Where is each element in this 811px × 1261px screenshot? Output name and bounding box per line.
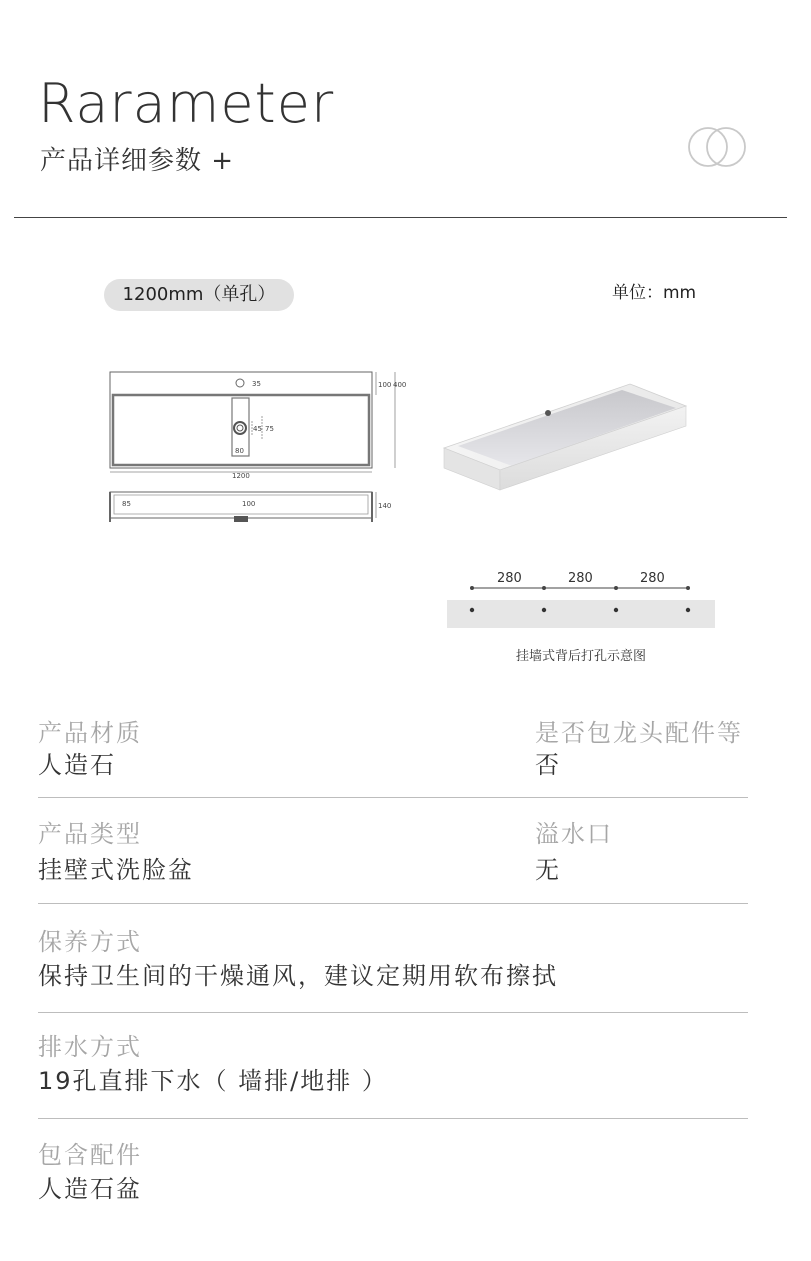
spec-divider xyxy=(38,1012,748,1013)
dim-85-label: 85 xyxy=(122,500,131,508)
dim-400-label: 400 xyxy=(393,381,407,389)
spec-divider xyxy=(38,797,748,798)
spec-value: 否 xyxy=(535,751,561,779)
double-ring-icon xyxy=(686,124,748,170)
spec-label: 是否包龙头配件等 xyxy=(535,719,743,747)
spec-divider xyxy=(38,903,748,904)
spacing-label-1: 280 xyxy=(497,571,522,586)
spacing-label-2: 280 xyxy=(568,571,593,586)
dim-100b-label: 100 xyxy=(242,500,256,508)
spec-row-type xyxy=(38,818,748,886)
spec-value: 保持卫生间的干燥通风，建议定期用软布擦拭 xyxy=(38,962,558,990)
spec-label: 排水方式 xyxy=(38,1033,142,1061)
dim-45-label: 45 xyxy=(253,425,262,433)
dim-80-label: 80 xyxy=(235,447,244,455)
dim-75-label: 75 xyxy=(265,425,274,433)
spec-label: 包含配件 xyxy=(38,1141,142,1169)
technical-drawing xyxy=(100,364,420,540)
spec-value: 无 xyxy=(535,856,561,884)
spec-value: 人造石盆 xyxy=(38,1175,142,1203)
spec-label: 保养方式 xyxy=(38,928,142,956)
dim-35-label: 35 xyxy=(252,380,261,388)
dim-1200-label: 1200 xyxy=(232,472,250,480)
spec-label: 产品类型 xyxy=(38,820,142,848)
header-divider xyxy=(14,217,787,218)
spec-row-care xyxy=(38,926,748,992)
spacing-label-3: 280 xyxy=(640,571,665,586)
unit-label: 单位：mm xyxy=(612,283,697,303)
spec-label: 溢水口 xyxy=(535,820,613,848)
spec-label: 产品材质 xyxy=(38,719,142,747)
dim-100-label: 100 xyxy=(378,381,392,389)
spec-divider xyxy=(38,1118,748,1119)
dim-140-label: 140 xyxy=(378,502,392,510)
page-subtitle: 产品详细参数 + xyxy=(40,146,235,176)
hole-diagram-caption: 挂墙式背后打孔示意图 xyxy=(515,649,646,664)
spec-value: 挂壁式洗脸盆 xyxy=(38,856,194,884)
spec-row-accessories xyxy=(38,1139,748,1205)
spec-value: 19孔直排下水（ 墙排/地排 ） xyxy=(38,1067,388,1095)
spec-value: 人造石 xyxy=(38,751,116,779)
basin-render-image xyxy=(440,378,700,498)
size-tag: 1200mm（单孔） xyxy=(104,279,294,311)
page-title: Rarameter xyxy=(38,72,335,135)
spec-row-material xyxy=(38,717,748,781)
spec-row-drain xyxy=(38,1031,748,1097)
wall-strip xyxy=(447,600,715,628)
